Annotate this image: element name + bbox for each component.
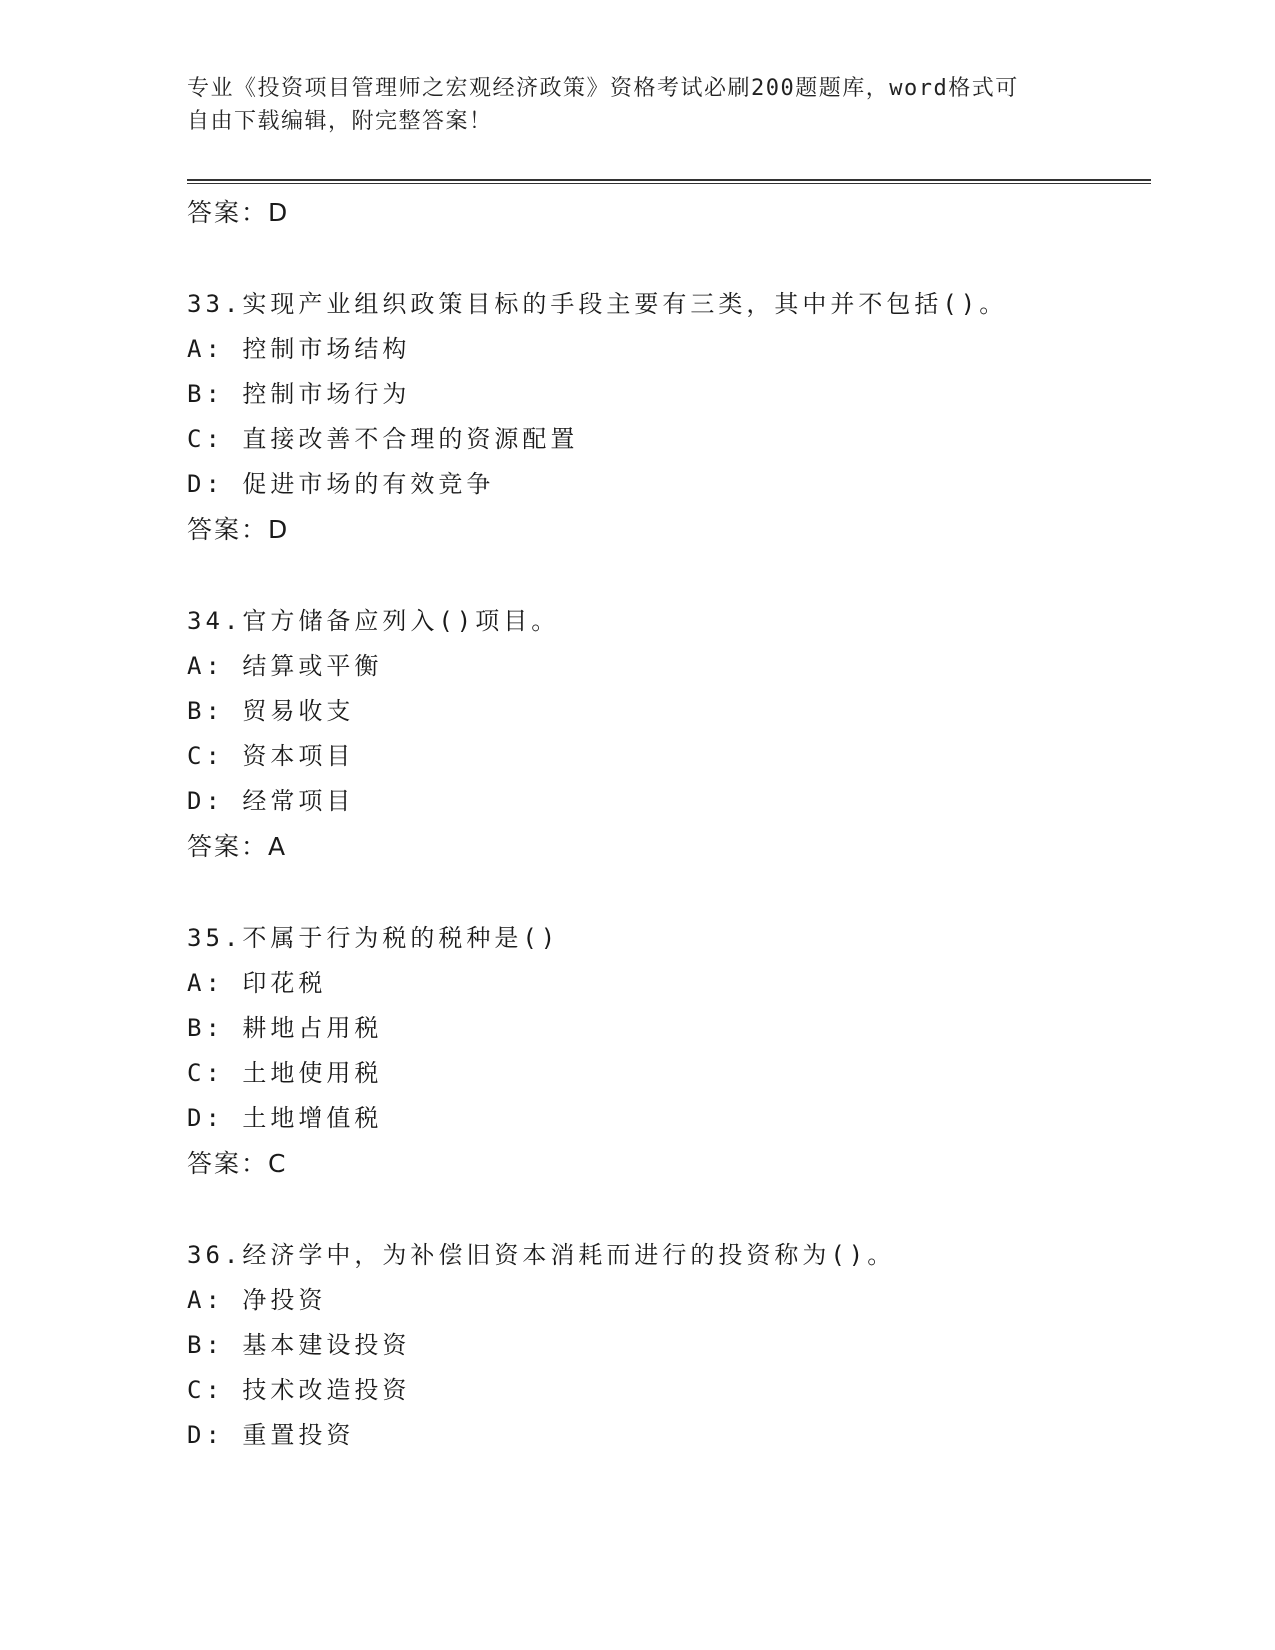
answer-previous: 答案：D xyxy=(187,198,290,227)
option-d: D: 土地增值税 xyxy=(187,1104,383,1132)
option-b: B: 基本建设投资 xyxy=(187,1331,411,1359)
answer: 答案：C xyxy=(187,1149,288,1178)
header-line-1: 专业《投资项目管理师之宏观经济政策》资格考试必刷200题题库，word格式可 xyxy=(187,76,1019,101)
question-stem: 33.实现产业组织政策目标的手段主要有三类，其中并不包括()。 xyxy=(187,290,1008,318)
option-d: D: 促进市场的有效竞争 xyxy=(187,470,495,498)
question-stem: 35.不属于行为税的税种是() xyxy=(187,924,560,952)
option-a: A: 净投资 xyxy=(187,1286,327,1314)
question-33 xyxy=(187,282,1147,552)
spacer xyxy=(187,235,1147,282)
option-b: B: 控制市场行为 xyxy=(187,380,411,408)
spacer xyxy=(187,552,1147,599)
option-d: D: 经常项目 xyxy=(187,787,355,815)
question-36 xyxy=(187,1233,1147,1458)
option-b: B: 耕地占用税 xyxy=(187,1014,383,1042)
question-35 xyxy=(187,916,1147,1186)
option-c: C: 资本项目 xyxy=(187,742,355,770)
header-line-2: 自由下载编辑，附完整答案！ xyxy=(187,109,493,134)
answer: 答案：D xyxy=(187,515,290,544)
option-b: B: 贸易收支 xyxy=(187,697,355,725)
option-c: C: 土地使用税 xyxy=(187,1059,383,1087)
option-a: A: 控制市场结构 xyxy=(187,335,411,363)
spacer xyxy=(187,869,1147,916)
question-stem: 36.经济学中，为补偿旧资本消耗而进行的投资称为()。 xyxy=(187,1241,896,1269)
option-a: A: 结算或平衡 xyxy=(187,652,383,680)
option-c: C: 技术改造投资 xyxy=(187,1376,411,1404)
option-c: C: 直接改善不合理的资源配置 xyxy=(187,425,579,453)
option-a: A: 印花税 xyxy=(187,969,327,997)
question-stem: 34.官方储备应列入()项目。 xyxy=(187,607,560,635)
question-34 xyxy=(187,599,1147,869)
option-d: D: 重置投资 xyxy=(187,1421,355,1449)
answer: 答案：A xyxy=(187,832,288,861)
document-header xyxy=(187,72,1067,138)
spacer xyxy=(187,1186,1147,1233)
document-body xyxy=(187,190,1147,1458)
header-divider xyxy=(187,179,1151,184)
